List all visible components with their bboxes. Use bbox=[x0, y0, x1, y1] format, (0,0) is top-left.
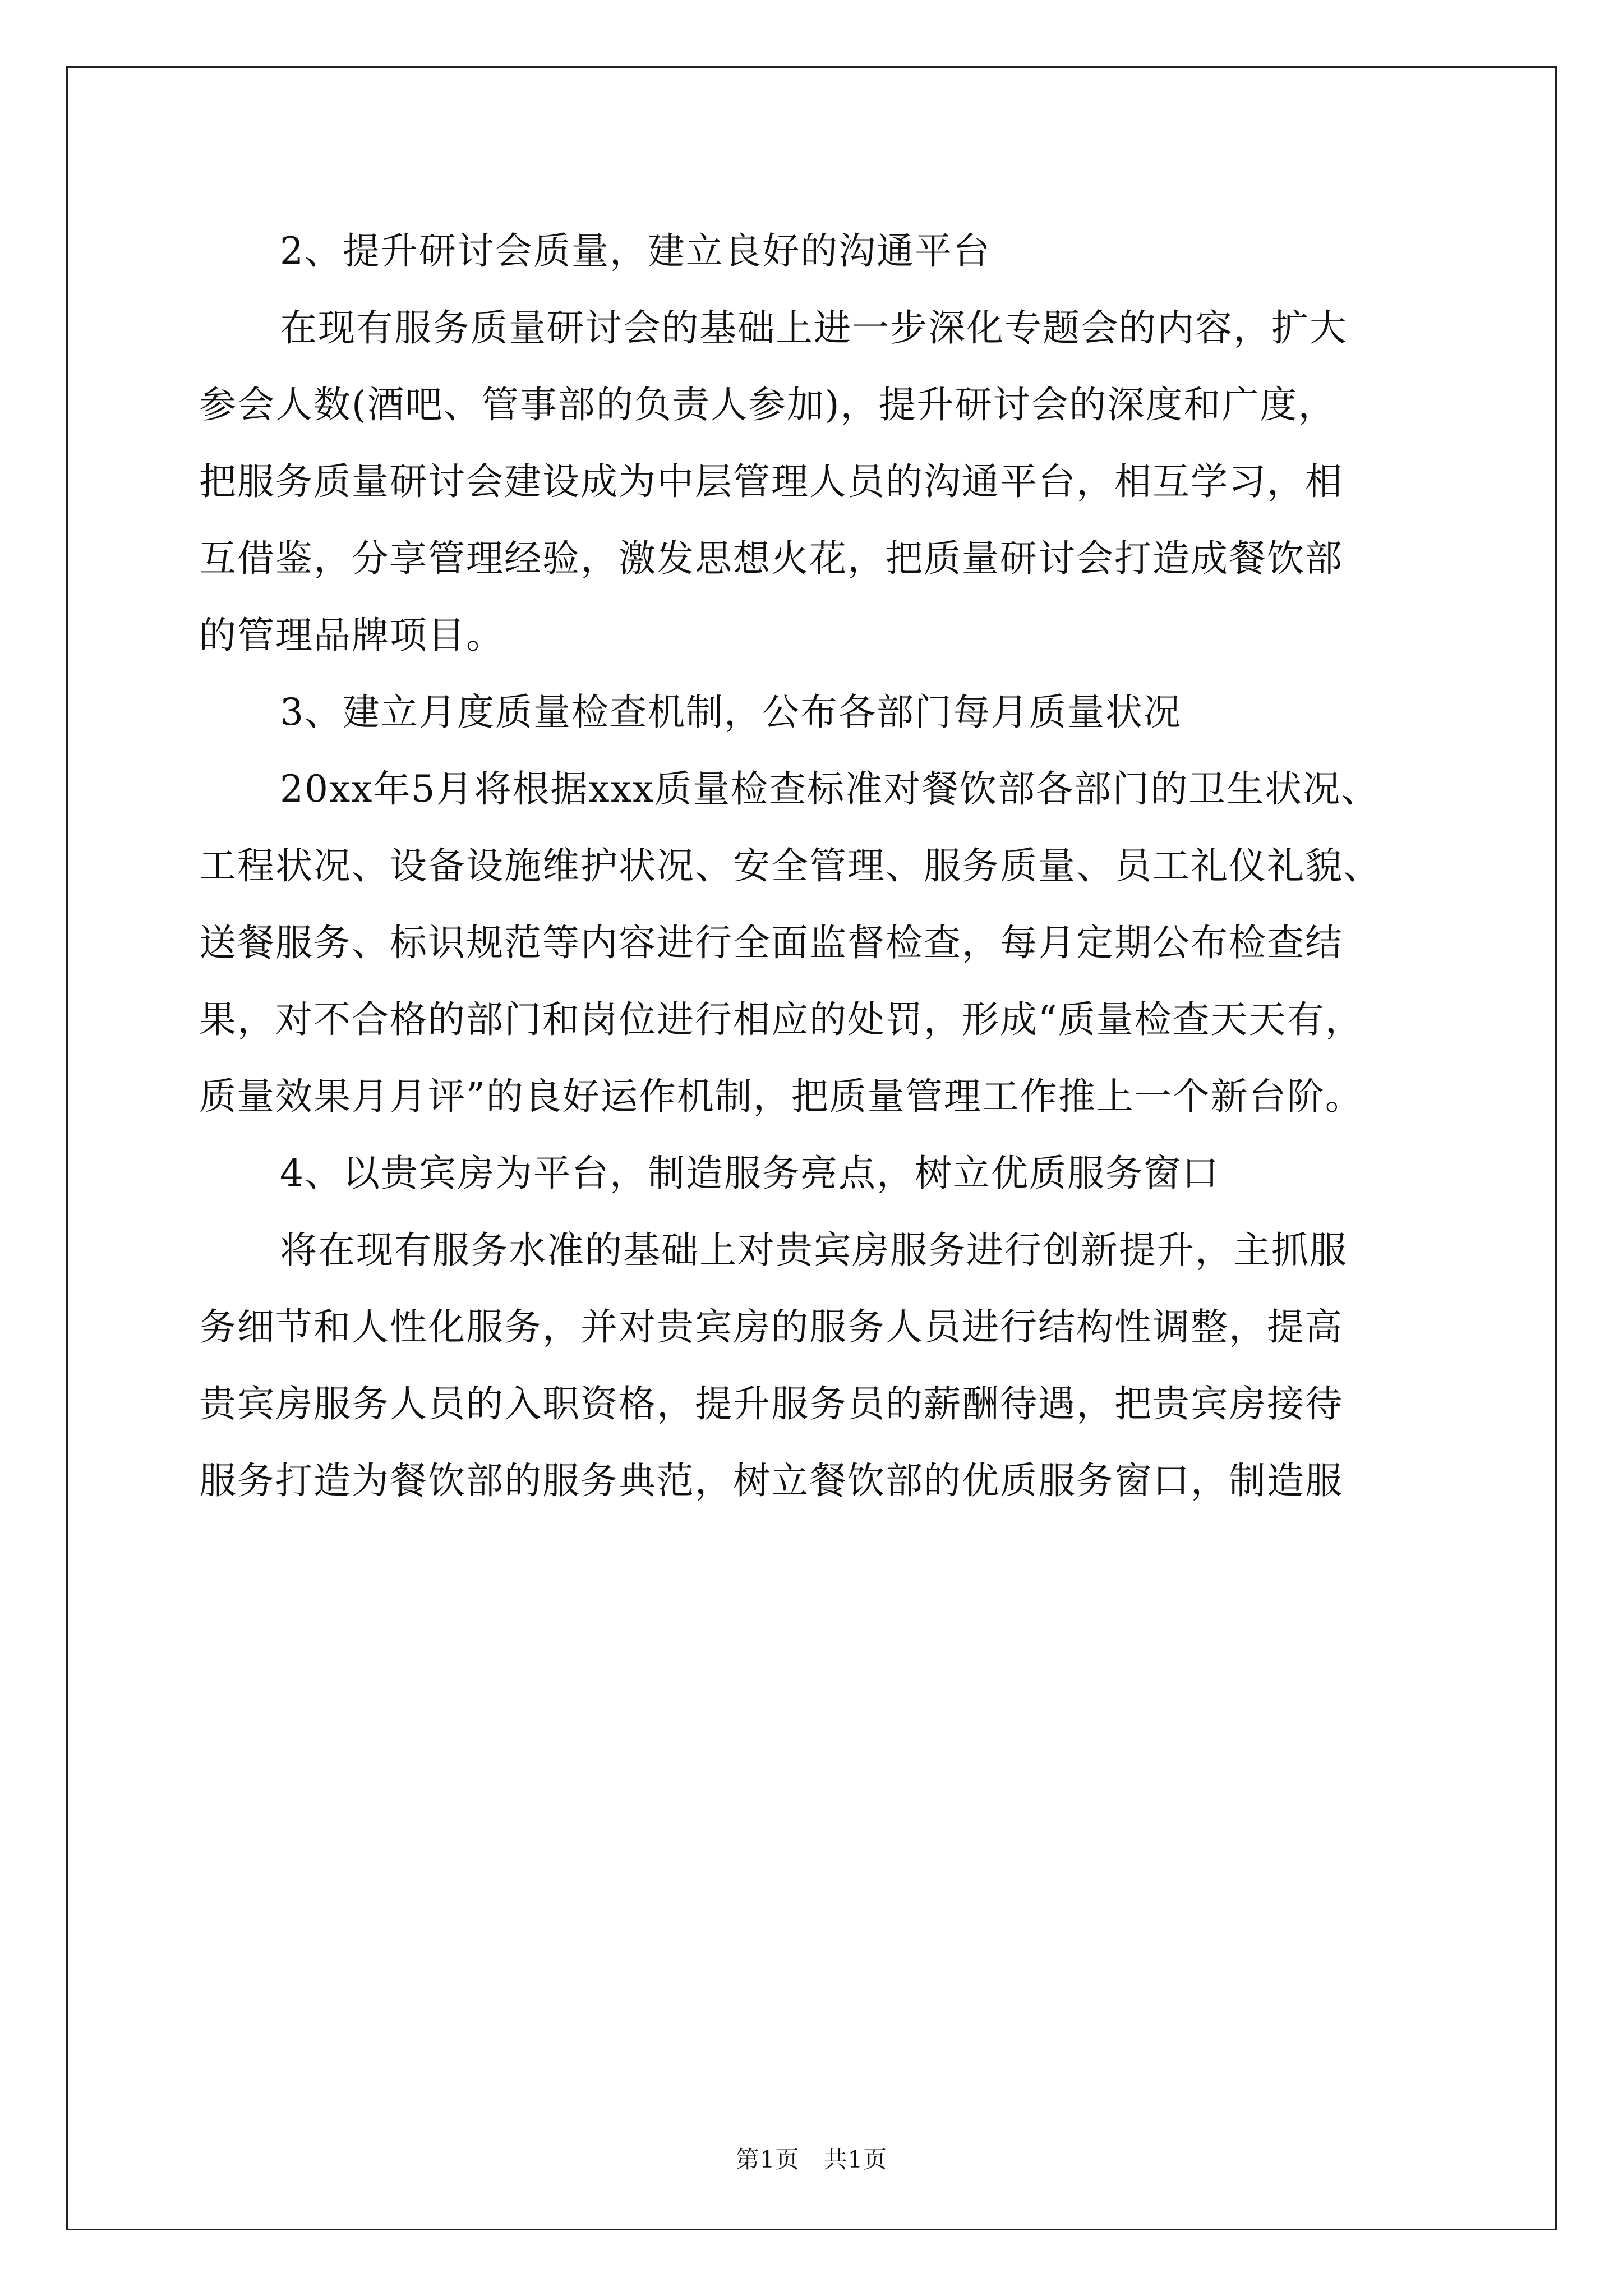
paragraph-line: 参会人数(酒吧、管事部的负责人参加)，提升研讨会的深度和广度， bbox=[199, 383, 1336, 426]
paragraph-line: 服务打造为餐饮部的服务典范，树立餐饮部的优质服务窗口，制造服 bbox=[199, 1459, 1343, 1502]
paragraph-line: 质量效果月月评”的良好运作机制，把质量管理工作推上一个新台阶。 bbox=[199, 1075, 1363, 1118]
section-heading-2: 2、提升研讨会质量，建立良好的沟通平台 bbox=[280, 229, 991, 273]
paragraph-line: 果，对不合格的部门和岗位进行相应的处罚，形成“质量检查天天有， bbox=[199, 998, 1363, 1041]
paragraph-line: 将在现有服务水准的基础上对贵宾房服务进行创新提升，主抓服 bbox=[280, 1228, 1348, 1272]
paragraph-line: 的管理品牌项目。 bbox=[199, 614, 504, 657]
paragraph-line: 互借鉴，分享管理经验，激发思想火花，把质量研讨会打造成餐饮部 bbox=[199, 537, 1343, 580]
paragraph-line: 20xx年5月将根据xxx质量检查标准对餐饮部各部门的卫生状况、 bbox=[280, 767, 1380, 811]
paragraph-line: 贵宾房服务人员的入职资格，提升服务员的薪酬待遇，把贵宾房接待 bbox=[199, 1382, 1343, 1425]
section-heading-4: 4、以贵宾房为平台，制造服务亮点，树立优质服务窗口 bbox=[280, 1152, 1220, 1195]
paragraph-line: 在现有服务质量研讨会的基础上进一步深化专题会的内容，扩大 bbox=[280, 306, 1348, 349]
page-number-footer: 第1页 共1页 bbox=[735, 2146, 888, 2173]
paragraph-line: 把服务质量研讨会建设成为中层管理人员的沟通平台，相互学习，相 bbox=[199, 460, 1343, 503]
paragraph-line: 工程状况、设备设施维护状况、安全管理、服务质量、员工礼仪礼貌、 bbox=[199, 844, 1381, 887]
paragraph-line: 送餐服务、标识规范等内容进行全面监督检查，每月定期公布检查结 bbox=[199, 921, 1343, 964]
section-heading-3: 3、建立月度质量检查机制，公布各部门每月质量状况 bbox=[280, 691, 1182, 734]
paragraph-line: 务细节和人性化服务，并对贵宾房的服务人员进行结构性调整，提高 bbox=[199, 1305, 1343, 1349]
